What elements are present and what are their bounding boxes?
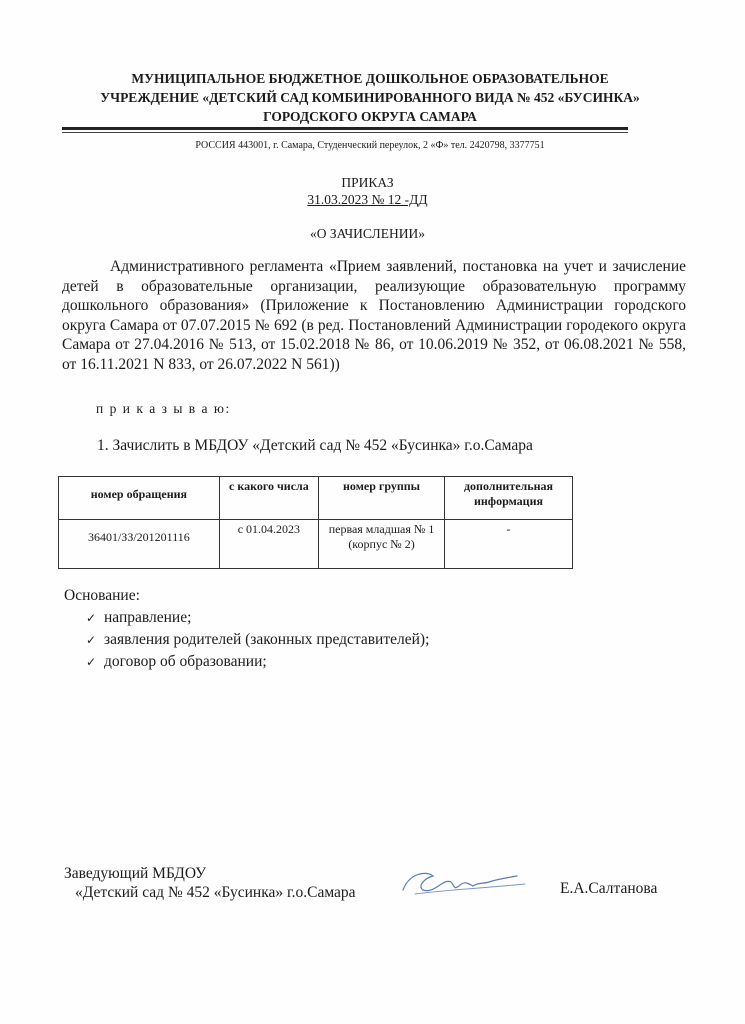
table-cell: 36401/ЗЗ/201201116 [59, 520, 220, 569]
table-header-cell: дополнительная информация [445, 477, 573, 520]
checkmark-icon: ✓ [86, 611, 97, 625]
table-cell: первая младшая № 1 (корпус № 2) [319, 520, 445, 569]
list-item [86, 607, 429, 629]
table-cell: - [445, 520, 573, 569]
signatory-position-line-1: Заведующий МБДОУ [64, 865, 207, 882]
signatory-position-line-2: «Детский сад № 452 «Бусинка» г.о.Самара [75, 884, 356, 901]
checkmark-icon: ✓ [86, 655, 97, 669]
order-date-number-text: 31.03.2023 № 12 -ДД [307, 192, 428, 207]
order-command: п р и к а з ы в а ю: [96, 401, 231, 416]
org-name-line-1: МУНИЦИПАЛЬНОЕ БЮДЖЕТНОЕ ДОШКОЛЬНОЕ ОБРАЗОВАТЕЛЬНОЕ [131, 71, 609, 86]
header-divider-thin [62, 132, 628, 133]
table-header-row [59, 477, 573, 520]
list-item [86, 629, 429, 651]
basis-item-text: заявления родителей (законных представителей); [104, 631, 430, 648]
org-address: РОССИЯ 443001, г. Самара, Студенческий переулок, 2 «Ф» тел. 2420798, 3377751 [195, 140, 545, 151]
order-title: ПРИКАЗ [341, 175, 394, 190]
org-name-line-3: ГОРОДСКОГО ОКРУГА САМАРА [263, 109, 477, 124]
basis-list [86, 607, 429, 673]
list-item [86, 651, 429, 673]
basis-label: Основание: [64, 587, 140, 604]
table-header-cell: с какого числа [219, 477, 318, 520]
order-subject: «О ЗАЧИСЛЕНИИ» [310, 226, 425, 241]
regulation-paragraph: Административного регламента «Прием заявлений, постановка на учет и зачисление детей в образовательные организации, реализующие образовательную программу дошкольного образования» (Приложение к Постановлению Администрации городского округа Самара от 07.07.2015 № 692 (в ред. Постановлений Администрации городекого округа Самара от 27.04.2016 № 513, от 15.02.2018 № 86, от 10.06.2019 № 352, от 06.08.2021 № 558, от 16.11.2021 N 833, от 26.07.2022 N 561)) [62, 258, 686, 373]
order-body [62, 257, 686, 374]
table-row [59, 520, 573, 569]
header-divider-thick [62, 127, 628, 130]
table-header-cell: номер обращения [59, 477, 220, 520]
checkmark-icon: ✓ [86, 633, 97, 647]
basis-item-text: договор об образовании; [104, 653, 267, 670]
order-date-number [0, 192, 735, 208]
basis-item-text: направление; [104, 609, 192, 626]
org-name-line-2: УЧРЕЖДЕНИЕ «ДЕТСКИЙ САД КОМБИНИРОВАННОГО ВИДА № 452 «БУСИНКА» [100, 90, 640, 105]
organization-header [60, 69, 680, 126]
handwritten-signature [395, 864, 535, 900]
enrollment-point: 1. Зачислить в МБДОУ «Детский сад № 452 «Бусинка» г.о.Самара [97, 437, 533, 454]
signatory-name: Е.А.Салтанова [560, 880, 658, 897]
table-header-cell: номер группы [319, 477, 445, 520]
enrollment-table [58, 476, 573, 569]
table-cell: с 01.04.2023 [219, 520, 318, 569]
